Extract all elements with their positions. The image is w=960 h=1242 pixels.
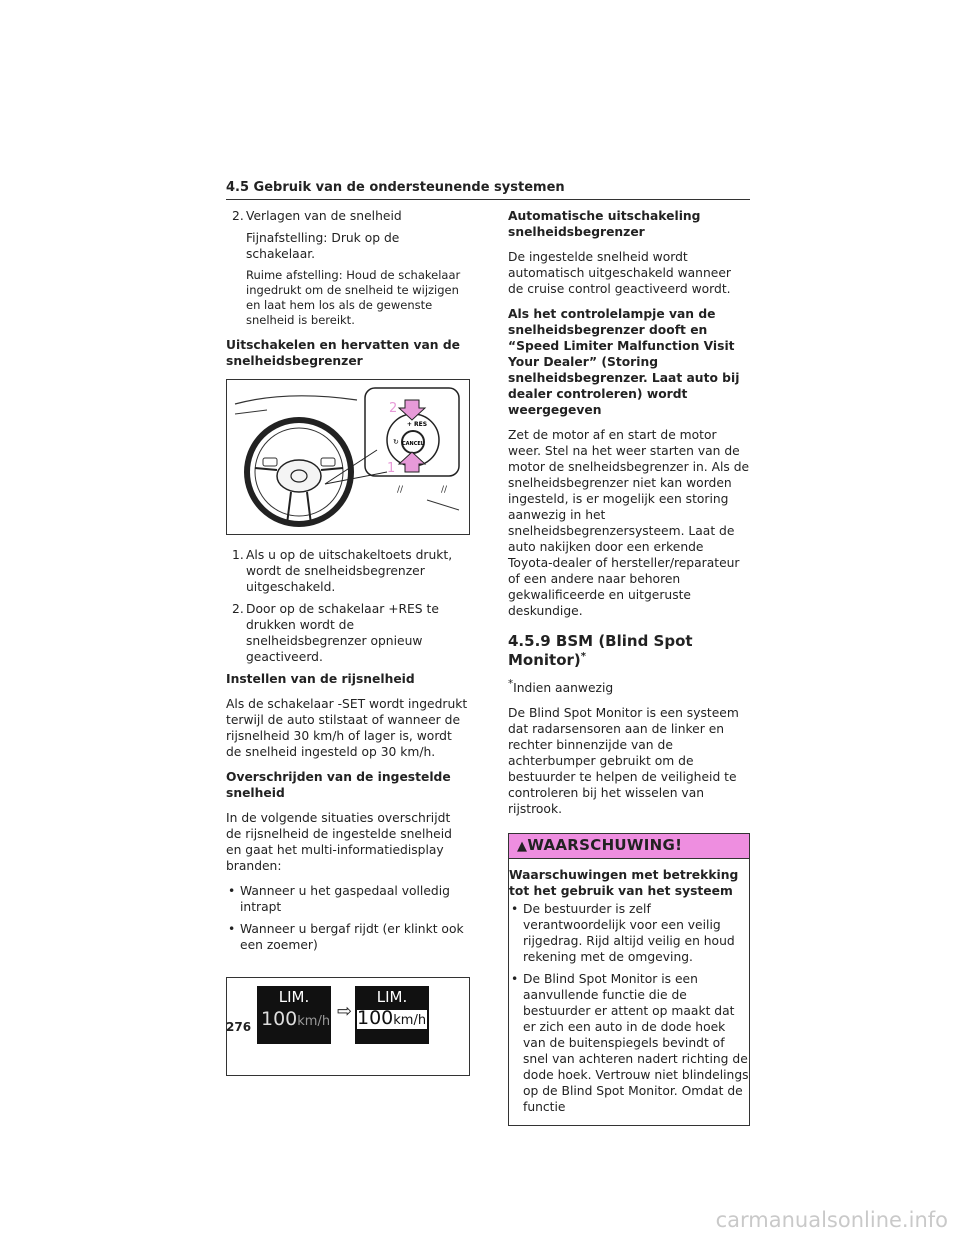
list-item-1-number: 1. bbox=[232, 548, 244, 562]
warning-bullet-1-text: De bestuurder is zelf verantwoordelijk voor een veilig rijgedrag. Rijd altijd veilig en houd rekening met de omgeving. bbox=[523, 902, 735, 965]
warning-title: ▲WAARSCHUWING! bbox=[509, 834, 749, 859]
warning-bullet-1 bbox=[509, 901, 749, 965]
limit-display-before bbox=[257, 986, 331, 1044]
limit-unit: km/h bbox=[297, 1014, 331, 1029]
list-item-2 bbox=[226, 601, 469, 665]
warning-icon: ▲ bbox=[517, 839, 528, 855]
bullet-dot: • bbox=[228, 922, 236, 936]
section-header: 4.5 Gebruik van de ondersteunende systemen bbox=[226, 180, 565, 195]
svg-text://: // bbox=[441, 485, 448, 495]
section-title-bsm: 4.5.9 BSM (Blind Spot Monitor)* bbox=[508, 632, 693, 669]
asterisk: * bbox=[580, 651, 587, 662]
warning-bullet-2-text: De Blind Spot Monitor is een aanvullende functie die de bestuurder er attent op maakt dat er zich een auto in de dode hoek van de buitenspiegels bevindt of snel van achteren nadert richting de dode hoek. Vertrouw niet blindelings op de Blind Spot Monitor. Omdat de functie bbox=[523, 972, 749, 1115]
warning-bullet-2 bbox=[509, 971, 749, 1115]
page-number: 276 bbox=[226, 1020, 252, 1034]
warning-box bbox=[508, 833, 750, 1126]
watermark: carmanualsonline.info bbox=[715, 1208, 948, 1232]
limit-label: LIM. bbox=[278, 988, 310, 1006]
svg-text:↻: ↻ bbox=[393, 438, 399, 446]
fine-adjustment-text: Fijnafstelling: Druk op de schakelaar. bbox=[246, 231, 400, 261]
footnote: *Indien aanwezig bbox=[508, 678, 614, 696]
coarse-adjustment-text: Ruime afstelling: Houd de schakelaar ingedrukt om de snelheid te wijzigen en laat hem los als de gewenste snelheid is bereikt. bbox=[246, 268, 461, 327]
paragraph-auto-disable: De ingestelde snelheid wordt automatisch uitgeschakeld wanneer de cruise control geactiveerd wordt. bbox=[508, 250, 731, 296]
paragraph-set-speed: Als de schakelaar -SET wordt ingedrukt terwijl de auto stilstaat of wanneer de rijsnelheid 30 km/h of lager is, wordt de snelheid ingesteld op 30 km/h. bbox=[226, 697, 468, 759]
bullet-item-1-text: Wanneer u het gaspedaal volledig intrapt bbox=[240, 884, 450, 914]
warning-body bbox=[509, 859, 749, 1125]
bullet-dot: • bbox=[228, 884, 236, 898]
bullet-item-2-text: Wanneer u bergaf rijdt (er klinkt ook een zoemer) bbox=[240, 922, 464, 952]
callout-1: 1 bbox=[387, 461, 396, 476]
heading-disable-resume: Uitschakelen en hervatten van de snelheidsbegrenzer bbox=[226, 338, 460, 368]
callout-2: 2 bbox=[389, 401, 398, 416]
limit-value: 100 bbox=[261, 1008, 298, 1030]
heading-auto-disable: Automatische uitschakeling snelheidsbegrenzer bbox=[508, 209, 701, 239]
steering-wheel-illustration bbox=[227, 380, 469, 534]
bullet-dot: • bbox=[511, 902, 519, 917]
heading-set-speed: Instellen van de rijsnelheid bbox=[226, 672, 415, 686]
limit-unit: km/h bbox=[393, 1013, 427, 1028]
arrow-right-icon: ⇨ bbox=[337, 1001, 353, 1022]
limit-display-figure bbox=[226, 977, 470, 1076]
bullet-dot: • bbox=[511, 972, 519, 987]
res-label: + RES bbox=[406, 421, 428, 428]
list-item-2-text: Door op de schakelaar +RES te drukken wordt de snelheidsbegrenzer opnieuw geactiveerd. bbox=[246, 602, 439, 664]
header-rule bbox=[226, 199, 750, 200]
steering-wheel-figure bbox=[226, 379, 470, 535]
limit-label: LIM. bbox=[376, 988, 408, 1006]
left-column bbox=[226, 208, 469, 1088]
limit-display-after bbox=[355, 986, 429, 1044]
cancel-label: CANCEL bbox=[402, 441, 424, 447]
bullet-item-1 bbox=[226, 883, 469, 915]
right-column bbox=[508, 208, 750, 1126]
paragraph-exceed-speed: In de volgende situaties overschrijdt de rijsnelheid de ingestelde snelheid en gaat het multi-informatiedisplay branden: bbox=[226, 811, 452, 873]
list-item-1-text: Als u op de uitschakeltoets drukt, wordt de snelheidsbegrenzer uitgeschakeld. bbox=[246, 548, 453, 594]
list-item-2-number: 2. bbox=[232, 602, 244, 616]
step-2 bbox=[226, 208, 469, 224]
limit-value: 100 bbox=[357, 1007, 394, 1029]
warning-heading: Waarschuwingen met betrekking tot het gebruik van het systeem bbox=[509, 868, 739, 899]
heading-exceed-speed: Overschrijden van de ingestelde snelheid bbox=[226, 770, 451, 800]
list-item-1 bbox=[226, 547, 469, 595]
heading-malfunction: Als het controlelampje van de snelheidsbegrenzer dooft en “Speed Limiter Malfunction Visit Your Dealer” (Storing snelheidsbegrenzer. Laat auto bij dealer controleren) wordt weergegeven bbox=[508, 307, 740, 417]
bullet-item-2 bbox=[226, 921, 469, 953]
step-2-number: 2. bbox=[232, 209, 244, 223]
svg-text://: // bbox=[397, 485, 404, 495]
paragraph-malfunction: Zet de motor af en start de motor weer. Stel na het weer starten van de motor de snelheidsbegrenzer in. Als de snelheidsbegrenzer niet kan worden ingesteld, is er mogelijk een storing aanwezig in het snelheidsbegrenzersysteem. Laat de auto nakijken door een erkende Toyota-dealer of hersteller/reparateur of een andere naar behoren gekwalificeerde en uitgeruste deskundige. bbox=[508, 428, 750, 618]
paragraph-bsm: De Blind Spot Monitor is een systeem dat radarsensoren aan de linker en rechter binnenzijde van de achterbumper gebruikt om de bestuurder te helpen de veiligheid te controleren bij het wisselen van rijstrook. bbox=[508, 706, 739, 817]
step-2-text: Verlagen van de snelheid bbox=[246, 209, 402, 223]
